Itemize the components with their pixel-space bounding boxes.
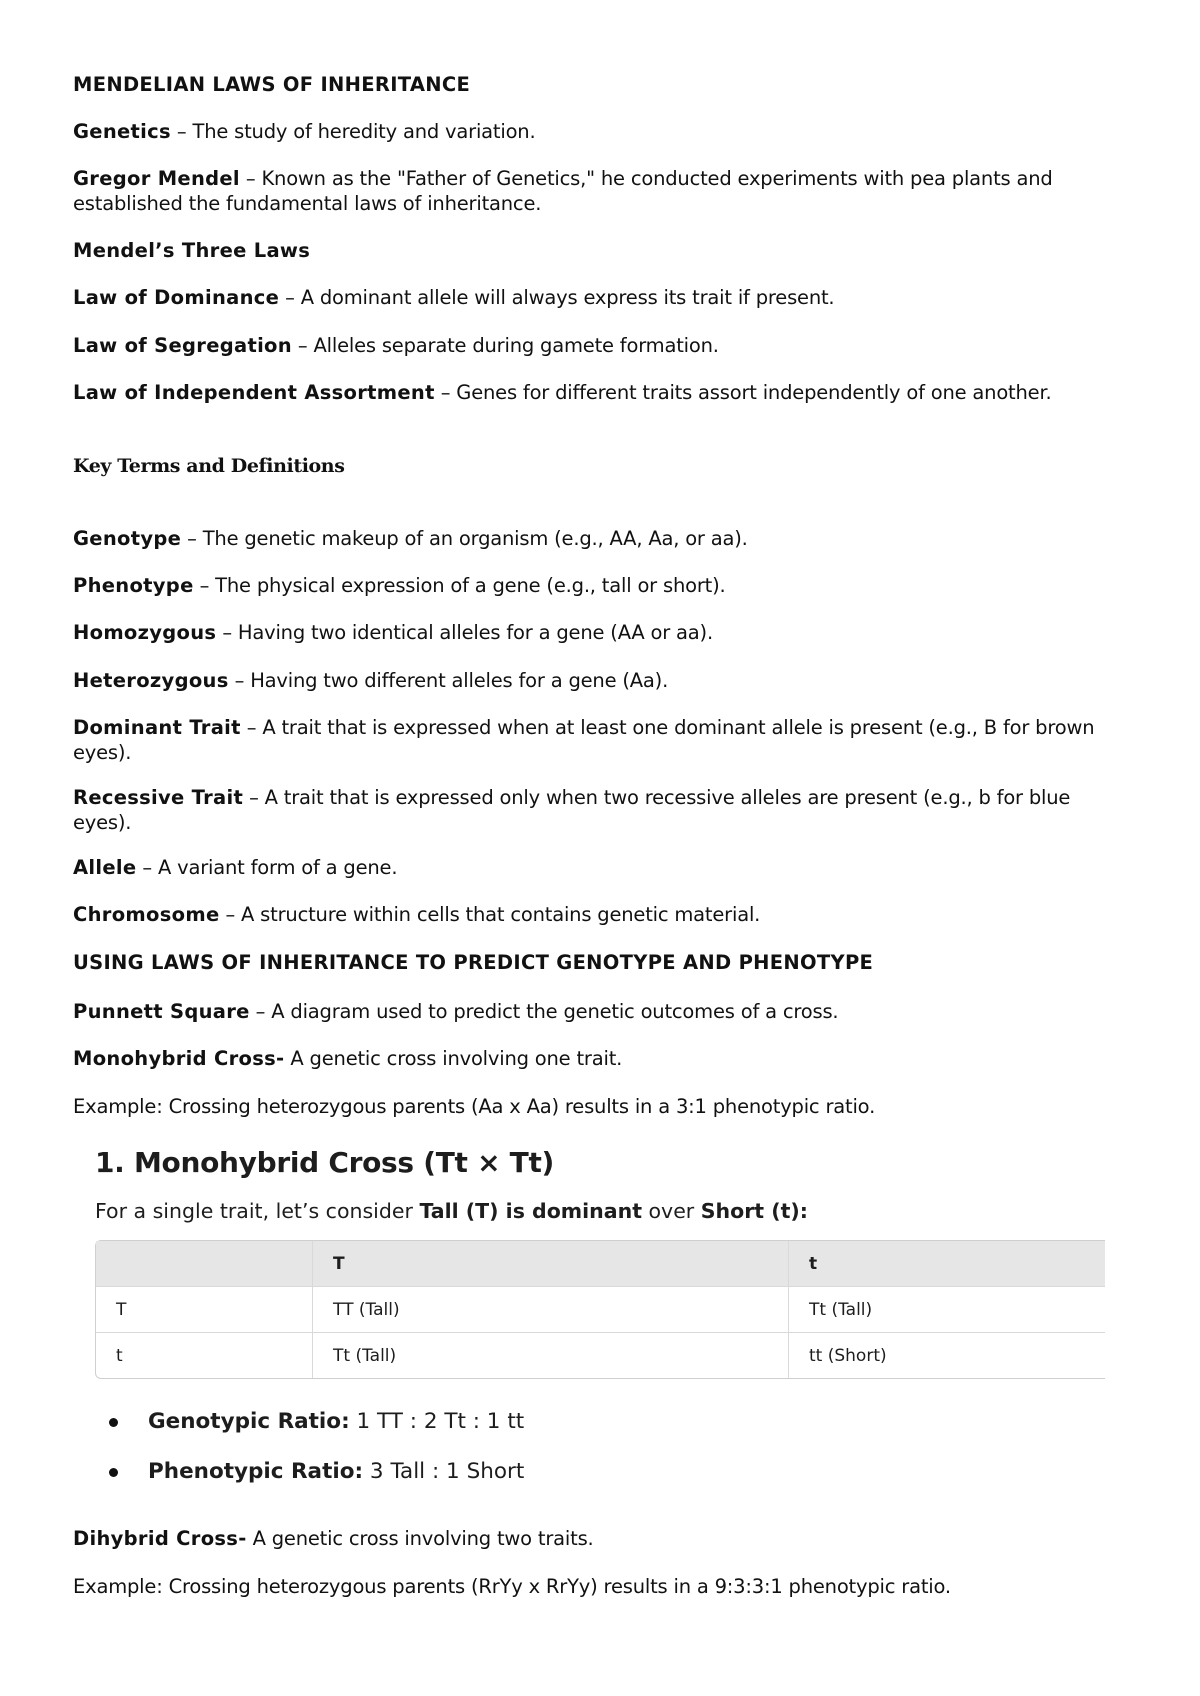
monohybrid-example-figure xyxy=(95,1145,1105,1497)
table-cell: T xyxy=(96,1287,313,1333)
table-cell: t xyxy=(96,1333,313,1378)
monohybrid-figure-intro: For a single trait, let’s consider Tall (T) is dominant over Short (t): xyxy=(95,1199,808,1223)
law-independent-assortment: Law of Independent Assortment – Genes for different traits assort independently of one another. xyxy=(73,381,1052,404)
def-recessive-trait: Recessive Trait – A trait that is expressed only when two recessive alleles are present (e.g., b for blue eyes). xyxy=(73,786,1071,834)
def-allele: Allele – A variant form of a gene. xyxy=(73,856,398,879)
punnett-square-table xyxy=(95,1240,1105,1379)
ratio-list xyxy=(95,1397,1105,1497)
page-title: MENDELIAN LAWS OF INHERITANCE xyxy=(73,73,471,96)
def-chromosome: Chromosome – A structure within cells that contains genetic material. xyxy=(73,903,761,926)
key-terms-heading: Key Terms and Definitions xyxy=(73,455,345,477)
dihybrid-example: Example: Crossing heterozygous parents (RrYy x RrYy) results in a 9:3:3:1 phenotypic ratio. xyxy=(73,1575,951,1598)
table-header-cell xyxy=(96,1241,313,1287)
def-homozygous: Homozygous – Having two identical alleles for a gene (AA or aa). xyxy=(73,621,713,644)
def-monohybrid-cross: Monohybrid Cross- A genetic cross involving one trait. xyxy=(73,1047,623,1070)
def-punnett-square: Punnett Square – A diagram used to predict the genetic outcomes of a cross. xyxy=(73,1000,839,1023)
def-dominant-trait: Dominant Trait – A trait that is expressed when at least one dominant allele is present (e.g., B for brown eyes). xyxy=(73,716,1095,764)
table-row xyxy=(96,1287,1105,1333)
table-cell: tt (Short) xyxy=(809,1345,887,1366)
list-item-genotypic-ratio: Genotypic Ratio: 1 TT : 2 Tt : 1 tt xyxy=(95,1397,1105,1447)
monohybrid-example: Example: Crossing heterozygous parents (Aa x Aa) results in a 3:1 phenotypic ratio. xyxy=(73,1095,876,1118)
def-genetics: Genetics – The study of heredity and variation. xyxy=(73,120,536,143)
list-item-phenotypic-ratio: Phenotypic Ratio: 3 Tall : 1 Short xyxy=(95,1447,1105,1497)
table-cell: TT (Tall) xyxy=(313,1287,789,1333)
table-header-cell: t xyxy=(789,1241,1105,1287)
table-header-cell: T xyxy=(313,1241,789,1287)
table-row xyxy=(96,1333,1105,1378)
law-dominance: Law of Dominance – A dominant allele will always express its trait if present. xyxy=(73,286,835,309)
using-laws-heading: USING LAWS OF INHERITANCE TO PREDICT GENOTYPE AND PHENOTYPE xyxy=(73,951,874,974)
table-cell: Tt (Tall) xyxy=(313,1333,789,1378)
monohybrid-figure-heading: 1. Monohybrid Cross (Tt × Tt) xyxy=(95,1146,555,1179)
law-segregation: Law of Segregation – Alleles separate during gamete formation. xyxy=(73,334,719,357)
def-heterozygous: Heterozygous – Having two different alleles for a gene (Aa). xyxy=(73,669,669,692)
def-phenotype: Phenotype – The physical expression of a gene (e.g., tall or short). xyxy=(73,574,726,597)
laws-heading: Mendel’s Three Laws xyxy=(73,239,311,262)
def-gregor-mendel: Gregor Mendel – Known as the "Father of Genetics," he conducted experiments with pea plants and established the fundamental laws of inheritance. xyxy=(73,167,1053,215)
table-header-row xyxy=(96,1241,1105,1287)
def-dihybrid-cross: Dihybrid Cross- A genetic cross involving two traits. xyxy=(73,1527,594,1550)
def-genotype: Genotype – The genetic makeup of an organism (e.g., AA, Aa, or aa). xyxy=(73,527,748,550)
table-cell: Tt (Tall) xyxy=(789,1287,1105,1333)
